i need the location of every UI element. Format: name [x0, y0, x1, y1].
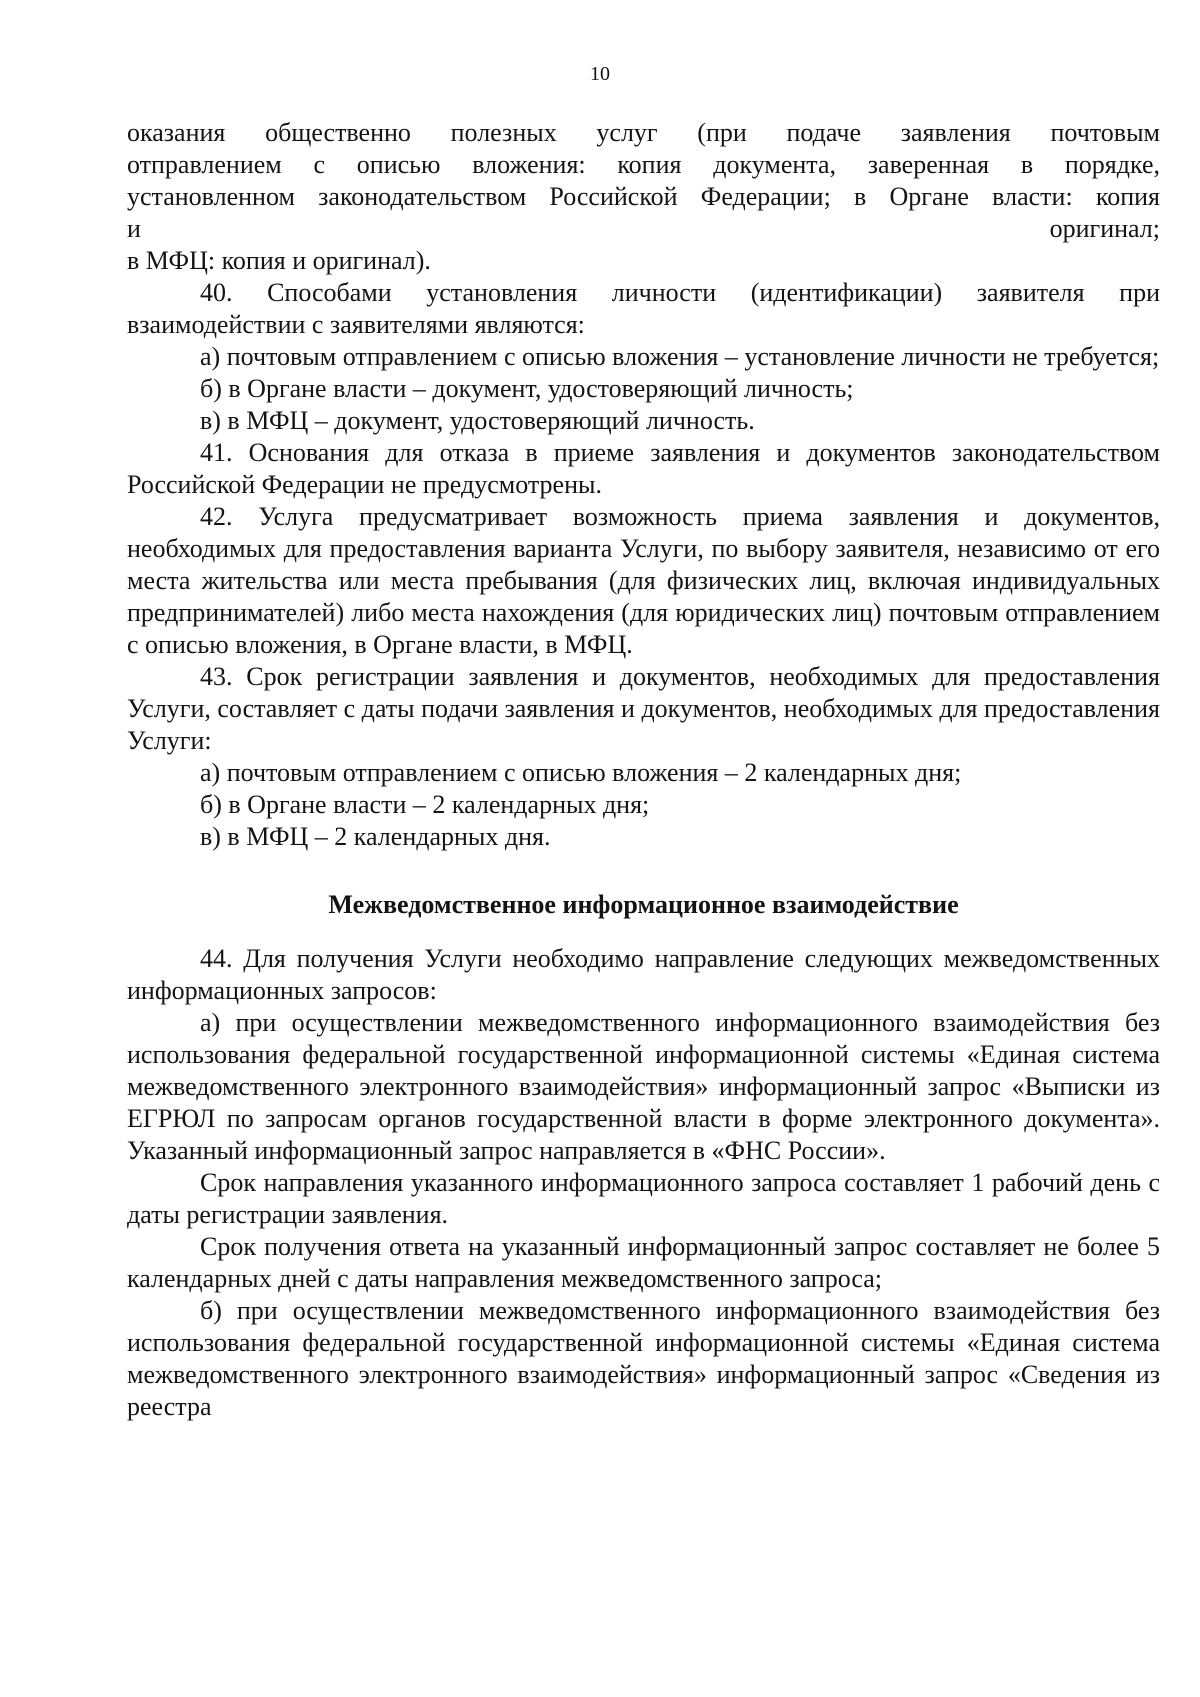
paragraph-44-a-term-2: Срок получения ответа на указанный информационный запрос составляет не более 5 календарных дней с даты направления межведомственного запроса;: [127, 1232, 1160, 1293]
paragraph-43-a: а) почтовым отправлением с описью вложения – 2 календарных дня;: [200, 758, 962, 787]
paragraph-40-c: в) в МФЦ – документ, удостоверяющий личность.: [200, 406, 755, 435]
paragraph-40: 40. Способами установления личности (идентификации) заявителя при взаимодействии с заявителями являются:: [127, 278, 1160, 339]
paragraph-line: в МФЦ: копия и оригинал).: [127, 246, 431, 275]
paragraph-43-b: б) в Органе власти – 2 календарных дня;: [200, 790, 650, 819]
paragraph-44-a: а) при осуществлении межведомственного информационного взаимодействия без использования федеральной государственной информационной системы «Единая система межведомственного электронного взаимодействия» информационный запрос «Выписки из ЕГРЮЛ по запросам органов государственной власти в форме электронного документа». Указанный информационный запрос направляется в «ФНС России».: [127, 1008, 1160, 1165]
paragraph-line: установленном законодательством Российской Федерации; в Органе власти: копия: [127, 182, 1160, 211]
paragraph-43-c: в) в МФЦ – 2 календарных дня.: [200, 822, 551, 851]
paragraph-42: 42. Услуга предусматривает возможность приема заявления и документов, необходимых для предоставления варианта Услуги, по выбору заявителя, независимо от его места жительства или места пребывания (для физических лиц, включая индивидуальных предпринимателей) либо места нахождения (для юридических лиц) почтовым отправлением с описью вложения, в Органе власти, в МФЦ.: [127, 502, 1160, 659]
paragraph-line: отправлением с описью вложения: копия документа, заверенная в порядке,: [127, 150, 1160, 179]
paragraph-line: и оригинал;: [127, 214, 1160, 243]
paragraph-44: 44. Для получения Услуги необходимо направление следующих межведомственных информационных запросов:: [127, 944, 1160, 1005]
paragraph-line: оказания общественно полезных услуг (при подаче заявления почтовым: [127, 118, 1160, 147]
paragraph-continuation: [127, 117, 1160, 277]
section-heading: Межведомственное информационное взаимодействие: [328, 890, 959, 919]
paragraph-41: 41. Основания для отказа в приеме заявления и документов законодательством Российской Федерации не предусмотрены.: [127, 438, 1160, 499]
document-body: [127, 117, 1160, 1423]
paragraph-40-a: а) почтовым отправлением с описью вложения – установление личности не требуется;: [200, 342, 1160, 371]
paragraph-43: 43. Срок регистрации заявления и документов, необходимых для предоставления Услуги, составляет с даты подачи заявления и документов, необходимых для предоставления Услуги:: [127, 662, 1160, 755]
paragraph-44-b: б) при осуществлении межведомственного информационного взаимодействия без использования федеральной государственной информационной системы «Единая система межведомственного электронного взаимодействия» информационный запрос «Сведения из реестра: [127, 1296, 1160, 1421]
page-number: 10: [590, 63, 610, 85]
paragraph-40-b: б) в Органе власти – документ, удостоверяющий личность;: [200, 374, 854, 403]
paragraph-44-a-term-1: Срок направления указанного информационного запроса составляет 1 рабочий день с даты регистрации заявления.: [127, 1168, 1160, 1229]
